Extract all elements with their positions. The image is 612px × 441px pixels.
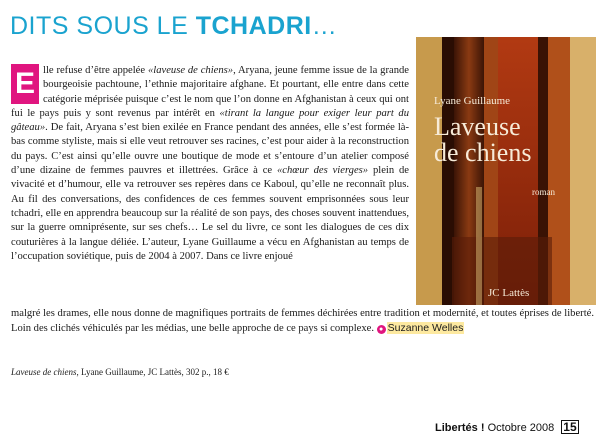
article-body-column (11, 64, 409, 264)
book-reference (11, 367, 229, 377)
article-text: plein de vivacité et d’humour, elle va retrouver ses repères dans ce Kaboul, qu’elle ne reconnaît plus. Au fil des conversations, des confidences de ces femmes souvent emprisonnées sous leur tchadri, elle en apprendra beaucoup sur la réalité de son pays, des choses souvent inattendues, sur la guerre omniprésente, sur ses chefs… Le sel du livre, ce sont les dialogues de ces dix couturières à la langue déliée. L’auteur, Lyane Guillaume a vécu en Afghanistan au temps de l’occupation soviétique, puis de 2004 à 2007. Dans ce livre enjoué (11, 165, 409, 262)
page-footer (435, 420, 579, 434)
cover-title-line1: Laveuse (434, 112, 521, 141)
book-cover (416, 37, 596, 305)
cover-author: Lyane Guillaume (434, 95, 511, 107)
headline-keyword: TCHADRI (195, 12, 312, 40)
drop-cap: E (11, 64, 39, 104)
cover-publisher: JC Lattès (488, 287, 530, 299)
magazine-name: Libertés ! (435, 422, 485, 434)
article-text: . De fait, Aryana s’est bien exilée en France pendant des années, elle s’est formée là-bas comme styliste, mais si elle veut retrouver ses racines, c’est pour aider à la reconstruction du pays. C’est ainsi qu’elle ouvre une boutique de mode et s’entoure d’un atelier composé d’une dizaine de femmes pauvres et illettrées. Grâce à ce (11, 122, 409, 177)
cover-title-line2: de chiens (434, 138, 532, 167)
book-title: Laveuse de chiens (11, 367, 77, 377)
author-bullet-icon: ● (377, 325, 386, 334)
article-quote: «laveuse de chiens» (147, 65, 234, 76)
cover-artwork (416, 37, 596, 305)
article-text: , Aryana, jeune femme issue de la grande bourgeoisie pachtoune, l’ethnie majoritaire afghane. Et pourtant, elle entre dans cette catégorie méprisée puisque c’est le nom que l’on donne en Afghanistan à ceux qui ont fui le pays puis y sont revenus par intérêt en (11, 65, 409, 119)
cover-genre: roman (532, 187, 555, 197)
article-body-full (11, 307, 594, 337)
article-text: lle refuse d’être appelée (43, 65, 148, 76)
article-paragraph-2: malgré les drames, elle nous donne de magnifiques portraits de femmes déchirées entre tradition et modernité, et toutes éprises de liberté. Loin des clichés véhiculés par les médias, une belle approche de ce pays si complexe. (11, 308, 594, 335)
headline (10, 12, 337, 41)
article-paragraph-1 (11, 64, 409, 264)
author-name: Suzanne Welles (387, 322, 464, 335)
author-signature (377, 323, 465, 334)
headline-ellipsis: … (311, 12, 338, 40)
headline-part1: DITS SOUS LE (10, 12, 196, 40)
page-number: 15 (563, 420, 577, 434)
article-quote: «chœur des vierges» (276, 165, 369, 177)
book-details: , Lyane Guillaume, JC Lattès, 302 p., 18 € (76, 367, 229, 377)
issue-date: Octobre 2008 (487, 422, 555, 434)
article-quote: «tirant la langue pour exiger leur part du gâteau» (11, 107, 409, 134)
